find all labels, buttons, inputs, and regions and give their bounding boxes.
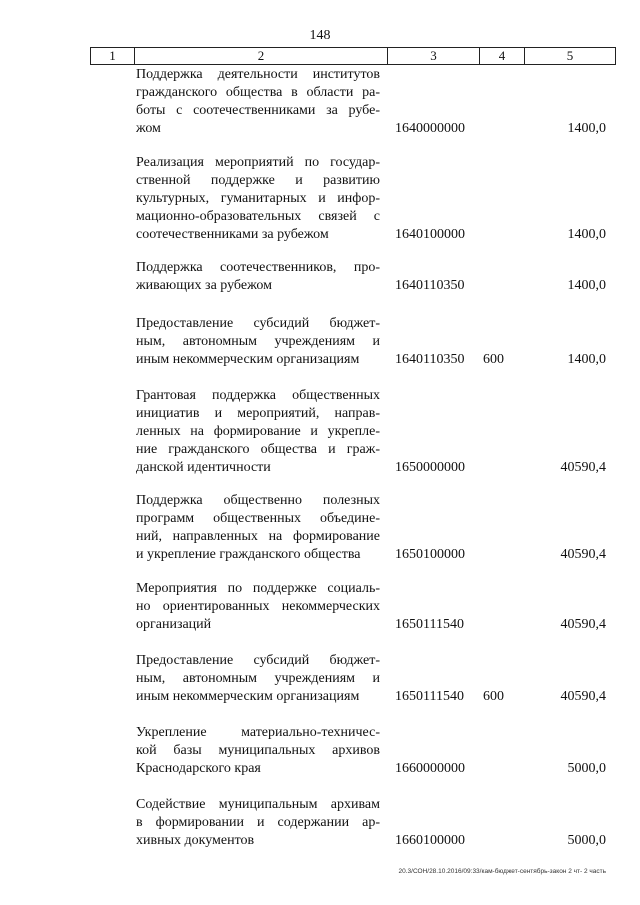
- column-header-4: 4: [479, 48, 524, 64]
- description-line: данской идентичности: [136, 460, 271, 475]
- row-code: 1650111540: [395, 617, 464, 632]
- row-amount: 40590,4: [560, 689, 606, 704]
- row-amount: 40590,4: [560, 547, 606, 562]
- row-description: [136, 492, 380, 564]
- description-line: программ общественных объедине-: [136, 511, 380, 526]
- row-amount: 5000,0: [567, 761, 606, 776]
- description-line: боты с соотечественниками за рубе-: [136, 103, 380, 118]
- description-line: Предоставление субсидий бюджет-: [136, 653, 380, 668]
- row-code: 1660000000: [395, 761, 465, 776]
- description-line: Поддержка соотечественников, про-: [136, 260, 380, 275]
- description-line: культурных, гуманитарных и инфор-: [136, 191, 380, 206]
- description-line: иным некоммерческим организациям: [136, 352, 360, 367]
- description-line: ным, автономным учреждениям и: [136, 334, 380, 349]
- row-amount: 1400,0: [567, 227, 606, 242]
- row-amount: 1400,0: [567, 352, 606, 367]
- row-description: [136, 580, 380, 634]
- description-line: соотечественниками за рубежом: [136, 227, 329, 242]
- description-line: жом: [136, 121, 161, 136]
- description-line: живающих за рубежом: [136, 278, 272, 293]
- column-header-3: 3: [387, 48, 479, 64]
- description-line: иным некоммерческим организациям: [136, 689, 360, 704]
- description-line: Предоставление субсидий бюджет-: [136, 316, 380, 331]
- row-code: 1640100000: [395, 227, 465, 242]
- row-description: [136, 154, 380, 244]
- description-line: организаций: [136, 617, 212, 632]
- row-description: [136, 66, 380, 138]
- description-line: Краснодарского края: [136, 761, 261, 776]
- description-line: Поддержка общественно полезных: [136, 493, 380, 508]
- row-code: 1650100000: [395, 547, 465, 562]
- row-amount: 1400,0: [567, 121, 606, 136]
- description-line: ние гражданского общества и граж-: [136, 442, 380, 457]
- column-header-5: 5: [524, 48, 616, 64]
- description-line: Мероприятия по поддержке социаль-: [136, 581, 380, 596]
- row-code: 1650000000: [395, 460, 465, 475]
- column-header-2: 2: [134, 48, 387, 64]
- row-code: 1640000000: [395, 121, 465, 136]
- row-code: 1640110350: [395, 278, 465, 293]
- row-amount: 1400,0: [567, 278, 606, 293]
- description-line: ственной поддержке и развитию: [136, 173, 380, 188]
- description-line: мационно-образовательных связей с: [136, 209, 380, 224]
- description-line: ным, автономным учреждениям и: [136, 671, 380, 686]
- row-code: 1660100000: [395, 833, 465, 848]
- row-description: [136, 724, 380, 778]
- document-footer: 20.3/СОН/28.10.2016/09:33/кам-бюджет-сентябрь-закон 2 чт- 2 часть: [398, 868, 606, 875]
- row-code: 1640110350: [395, 352, 465, 367]
- row-description: [136, 315, 380, 369]
- page-number: 148: [309, 28, 331, 43]
- table-header: [90, 47, 616, 65]
- description-line: кой базы муниципальных архивов: [136, 743, 380, 758]
- description-line: Укрепление материально-техничес-: [136, 725, 380, 740]
- description-line: инициатив и мероприятий, направ-: [136, 406, 380, 421]
- description-line: ленных на формирование и укрепле-: [136, 424, 380, 439]
- description-line: хивных документов: [136, 833, 255, 848]
- row-description: [136, 387, 380, 477]
- row-amount: 5000,0: [567, 833, 606, 848]
- row-amount: 40590,4: [560, 460, 606, 475]
- description-line: гражданского общества в области ра-: [136, 85, 380, 100]
- column-header-1: 1: [90, 48, 134, 64]
- row-amount: 40590,4: [560, 617, 606, 632]
- description-line: Поддержка деятельности институтов: [136, 67, 380, 82]
- description-line: и укрепление гражданского общества: [136, 547, 361, 562]
- row-expense-type: 600: [483, 689, 504, 704]
- description-line: но ориентированных некоммерческих: [136, 599, 380, 614]
- description-line: в формировании и содержании ар-: [136, 815, 380, 830]
- row-code: 1650111540: [395, 689, 464, 704]
- row-description: [136, 796, 380, 850]
- row-expense-type: 600: [483, 352, 504, 367]
- description-line: Грантовая поддержка общественных: [136, 388, 380, 403]
- description-line: ний, направленных на формирование: [136, 529, 380, 544]
- row-description: [136, 259, 380, 295]
- description-line: Содействие муниципальным архивам: [136, 797, 380, 812]
- description-line: Реализация мероприятий по государ-: [136, 155, 380, 170]
- row-description: [136, 652, 380, 706]
